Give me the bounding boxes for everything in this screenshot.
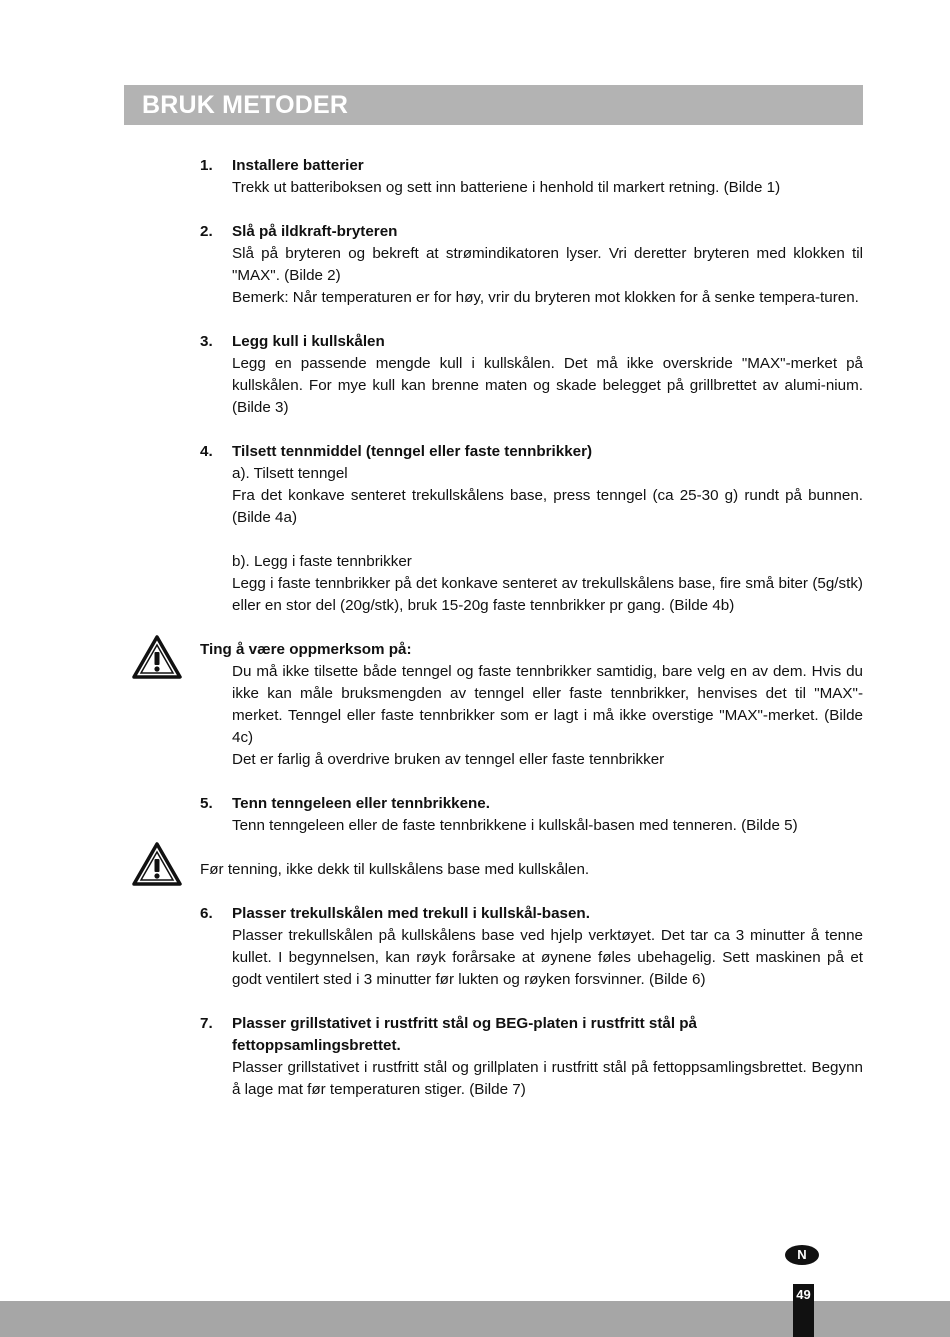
warning-note-1 bbox=[200, 639, 863, 771]
step-number: 3. bbox=[200, 333, 213, 350]
step-text: Tenn tenngeleen eller de faste tennbrikkene i kullskål-basen med tenneren. (Bilde 5) bbox=[232, 817, 798, 834]
step-1 bbox=[200, 155, 863, 199]
step-number: 5. bbox=[200, 795, 213, 812]
step-text: Plasser grillstativet i rustfritt stål og grillplaten i rustfritt stål på fettoppsamlingsbrettet. Begynn å lage mat før temperaturen stiger. (Bilde 7) bbox=[232, 1059, 863, 1098]
step-number: 1. bbox=[200, 157, 213, 174]
step-text: Trekk ut batteriboksen og sett inn batteriene i henhold til markert retning. (Bilde 1) bbox=[232, 179, 781, 196]
step-4 bbox=[200, 441, 863, 617]
step-text: Slå på bryteren og bekreft at strømindikatoren lyser. Vri deretter bryteren med klokken til "MAX". (Bilde 2) bbox=[232, 245, 863, 284]
page-number: 49 bbox=[793, 1284, 814, 1337]
step-heading: Plasser grillstativet i rustfritt stål og BEG-platen i rustfritt stål på fettoppsamlingsbrettet. bbox=[232, 1015, 698, 1054]
instructions bbox=[200, 155, 863, 1101]
step-5 bbox=[200, 793, 863, 837]
substep-a-label: a). Tilsett tenngel bbox=[232, 465, 348, 482]
warning-triangle-icon bbox=[132, 842, 182, 886]
step-heading: Slå på ildkraft-bryteren bbox=[232, 223, 398, 240]
language-badge: N bbox=[785, 1245, 819, 1265]
step-3 bbox=[200, 331, 863, 419]
warning-text: Du må ikke tilsette både tenngel og faste tennbrikker samtidig, bare velg en av dem. Hvis du ikke kan måle bruksmengden av tenngel eller faste tennbrikker, henvises det til "MAX"-merket. Tenngel eller faste tennbrikker som er lagt i må ikke overstige "MAX"-merket. (Bilde 4c) bbox=[232, 663, 863, 746]
step-heading: Tenn tenngeleen eller tennbrikkene. bbox=[232, 795, 490, 812]
step-number: 7. bbox=[200, 1015, 213, 1032]
step-heading: Plasser trekullskålen med trekull i kullskål-basen. bbox=[232, 905, 590, 922]
step-2 bbox=[200, 221, 863, 309]
step-heading: Legg kull i kullskålen bbox=[232, 333, 385, 350]
step-heading: Tilsett tennmiddel (tenngel eller faste tennbrikker) bbox=[232, 443, 593, 460]
warning-text-2: Det er farlig å overdrive bruken av tenngel eller faste tennbrikker bbox=[232, 751, 665, 768]
step-number: 6. bbox=[200, 905, 213, 922]
substep-b-label: b). Legg i faste tennbrikker bbox=[232, 553, 412, 570]
substep-a-text: Fra det konkave senteret trekullskålens base, press tenngel (ca 25-30 g) rundt på bunnen. (Bilde 4a) bbox=[232, 487, 863, 526]
step-text: Plasser trekullskålen på kullskålens base ved hjelp verktøyet. Det tar ca 3 minutter å tenne kullet. I begynnelsen, kan røyk forårsake at øynene føles ubehagelig. Sett maskinen på et godt ventilert sted i 3 minutter før lukten og røyken forsvinner. (Bilde 6) bbox=[232, 927, 863, 988]
step-note: Bemerk: Når temperaturen er for høy, vrir du bryteren mot klokken for å senke tempera-turen. bbox=[232, 289, 859, 306]
warning-heading: Ting å være oppmerksom på: bbox=[200, 641, 412, 658]
substep-b-text: Legg i faste tennbrikker på det konkave senteret av trekullskålens base, fire små biter (5g/stk) eller en stor del (20g/stk), bruk 15-20g faste tennbrikker pr gang. (Bilde 4b) bbox=[232, 575, 863, 614]
step-7 bbox=[200, 1013, 863, 1101]
warning-text: Før tenning, ikke dekk til kullskålens base med kullskålen. bbox=[200, 861, 590, 878]
warning-note-2 bbox=[200, 859, 863, 881]
title-bar bbox=[124, 85, 863, 125]
warning-triangle-icon bbox=[132, 635, 182, 679]
step-heading: Installere batterier bbox=[232, 157, 364, 174]
step-6 bbox=[200, 903, 863, 991]
step-number: 2. bbox=[200, 223, 213, 240]
step-number: 4. bbox=[200, 443, 213, 460]
page-title: BRUK METODER bbox=[142, 90, 349, 119]
step-text: Legg en passende mengde kull i kullskålen. Det må ikke overskride "MAX"-merket på kullskålen. For mye kull kan brenne maten og skade belegget på grillbrettet av alumi-nium. (Bilde 3) bbox=[232, 355, 863, 416]
